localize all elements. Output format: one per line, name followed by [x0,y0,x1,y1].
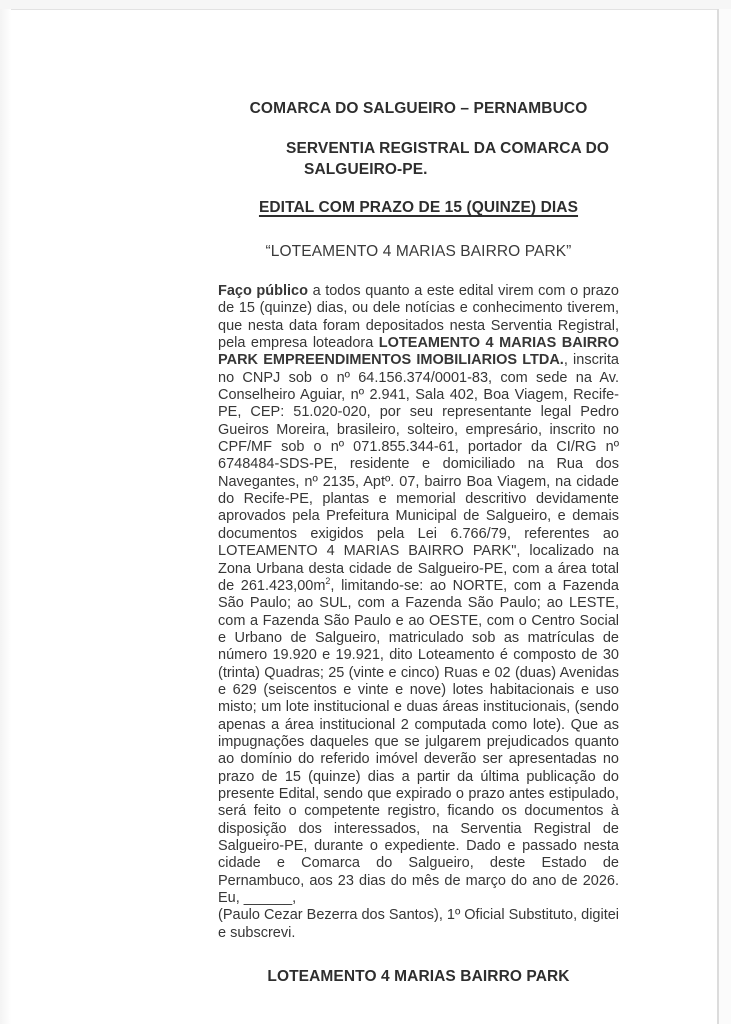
edital-body-paragraph: Faço público a todos quanto a este edital virem com o prazo de 15 (quinze) dias, ou dele notícias e conhecimento tiverem, que nesta data foram depositados nesta Serventia Registral, pela empresa loteadora LOTEAMENTO 4 MARIAS BAIRRO PARK EMPREENDIMENTOS IMOBILIARIOS LTDA., inscrita no CNPJ sob o nº 64.156.374/0001-83, com sede na Av. Conselheiro Aguiar, nº 2.941, Sala 402, Boa Viagem, Recife-PE, CEP: 51.020-020, por seu representante legal Pedro Gueiros Moreira, brasileiro, solteiro, empresário, inscrito no CPF/MF sob o nº 071.855.344-61, portador da CI/RG nº 6748484-SDS-PE, residente e domiciliado na Rua dos Navegantes, nº 2135, Aptº. 07, bairro Boa Viagem, na cidade do Recife-PE, plantas e memorial descritivo devidamente aprovados pela Prefeitura Municipal de Salgueiro, e demais documentos exigidos pela Lei 6.766/79, referentes ao LOTEAMENTO 4 MARIAS BAIRRO PARK", localizado na Zona Urbana desta cidade de Salgueiro-PE, com a área total de $261.423,00m^2$, limitando-se: ao NORTE, com a Fazenda São Paulo; ao SUL, com a Fazenda São Paulo; ao LESTE, com a Fazenda São Paulo e ao OESTE, com o Centro Social e Urbano de Salgueiro, matriculado sob as matrículas de número 19.920 e 19.921, dito Loteamento é composto de 30 (trinta) Quadras; 25 (vinte e cinco) Ruas e 02 (duas) Avenidas e 629 (seiscentos e vinte e nove) lotes habitacionais e uso misto; um lote institucional e duas áreas institucionais, (sendo apenas a área institucional 2 computada como lote). Que as impugnações daqueles que se julgarem prejudicados quanto ao domínio do referido imóvel deverão ser apresentadas no prazo de 15 (quinze) dias a partir da última publicação do presente Edital, sendo que expirado o prazo antes estipulado, será feito o competente registro, ficando os documentos à disposição dos interessados, na Serventia Registral de Salgueiro-PE, durante o expediente. Dado e passado nesta cidade e Comarca do Salgueiro, deste Estado de Pernambuco, aos 23 dias do mês de março do ano de 2026. Eu, ______, (Paulo Cezar Bezerra dos Santos), 1º Oficial Substituto, digitei e subscrevi. [218,283,620,941]
scan-edge-right-margin [719,9,731,1024]
scan-edge-left [0,9,11,1024]
footer-heading-loteamento: LOTEAMENTO 4 MARIAS BAIRRO PARK [267,968,570,986]
heading-comarca: COMARCA DO SALGUEIRO – PERNAMBUCO [249,100,588,117]
heading-serventia-registral: SERVENTIA REGISTRAL DA COMARCA DO SALGUEIRO-PE. [286,140,610,178]
scan-edge-top [0,0,731,10]
document-page [11,10,717,1024]
heading-loteamento-quote: “LOTEAMENTO 4 MARIAS BAIRRO PARK” [265,243,572,260]
document-content [218,98,619,987]
heading-edital-prazo: EDITAL COM PRAZO DE 15 (QUINZE) DIAS [258,199,579,216]
